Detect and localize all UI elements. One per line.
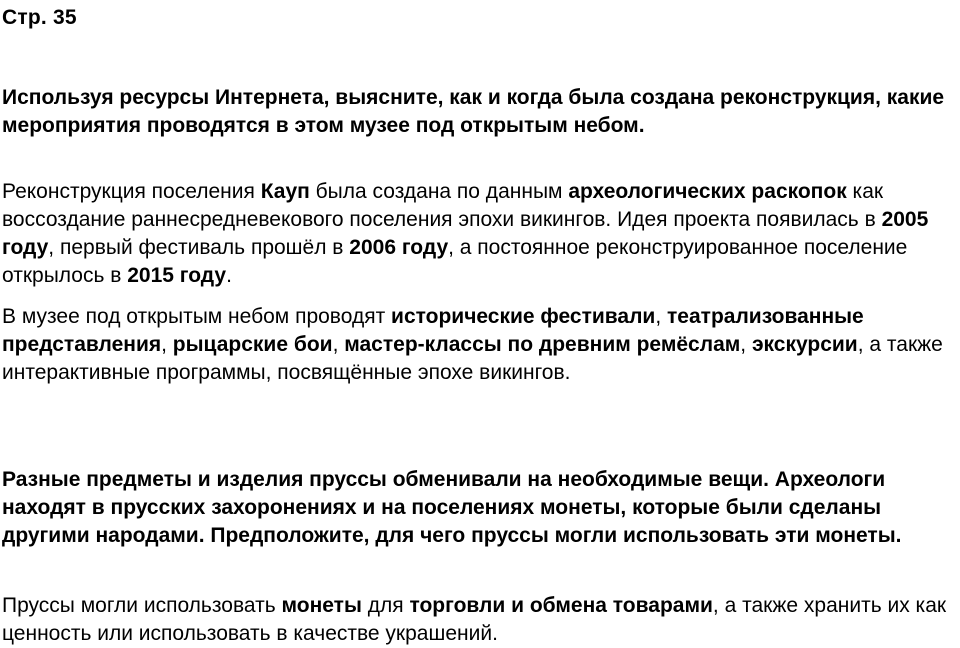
bold-term: Кауп: [260, 180, 310, 203]
bold-term: исторические фестивали: [391, 305, 656, 328]
bold-term: рыцарские бои: [172, 333, 333, 356]
answer-1-paragraph-1: Реконструкция поселения Кауп была создана по данным археологических раскопок как воссоздание раннесредневекового поселения эпохи викингов. Идея проекта появилась в 2005 году, первый фестиваль прошёл в 2006 году, а постоянное реконструированное поселение открылось в 2015 году.: [2, 180, 929, 287]
bold-term: торговли и обмена товарами: [409, 594, 713, 617]
bold-term: археологических раскопок: [568, 180, 847, 203]
bold-term: 2015 году: [127, 264, 227, 287]
question-2: Разные предметы и изделия пруссы обменивали на необходимые вещи. Археологи находят в прусских захоронениях и на поселениях монеты, которые были сделаны другими народами. Предположите, для чего пруссы могли использовать эти монеты.: [2, 468, 902, 547]
bold-term: мастер-классы по древним ремёслам: [344, 333, 741, 356]
page-number: Стр. 35: [2, 6, 77, 29]
bold-term: 2006 году: [349, 236, 449, 259]
bold-term: театрализованные представления: [2, 305, 864, 356]
answer-2: Пруссы могли использовать монеты для торговли и обмена товарами, а также хранить их как ценность или использовать в качестве украшений.: [2, 594, 947, 645]
bold-term: 2005 году: [2, 208, 929, 259]
question-1: Используя ресурсы Интернета, выясните, как и когда была создана реконструкция, какие мероприятия проводятся в этом музее под открытым небом.: [2, 86, 945, 137]
bold-term: экскурсии: [751, 333, 858, 356]
answer-1-paragraph-2: В музее под открытым небом проводят исторические фестивали, театрализованные представления, рыцарские бои, мастер-классы по древним ремёслам, экскурсии, а также интерактивные программы, посвящённые эпохе викингов.: [2, 305, 943, 384]
bold-term: монеты: [281, 594, 362, 617]
